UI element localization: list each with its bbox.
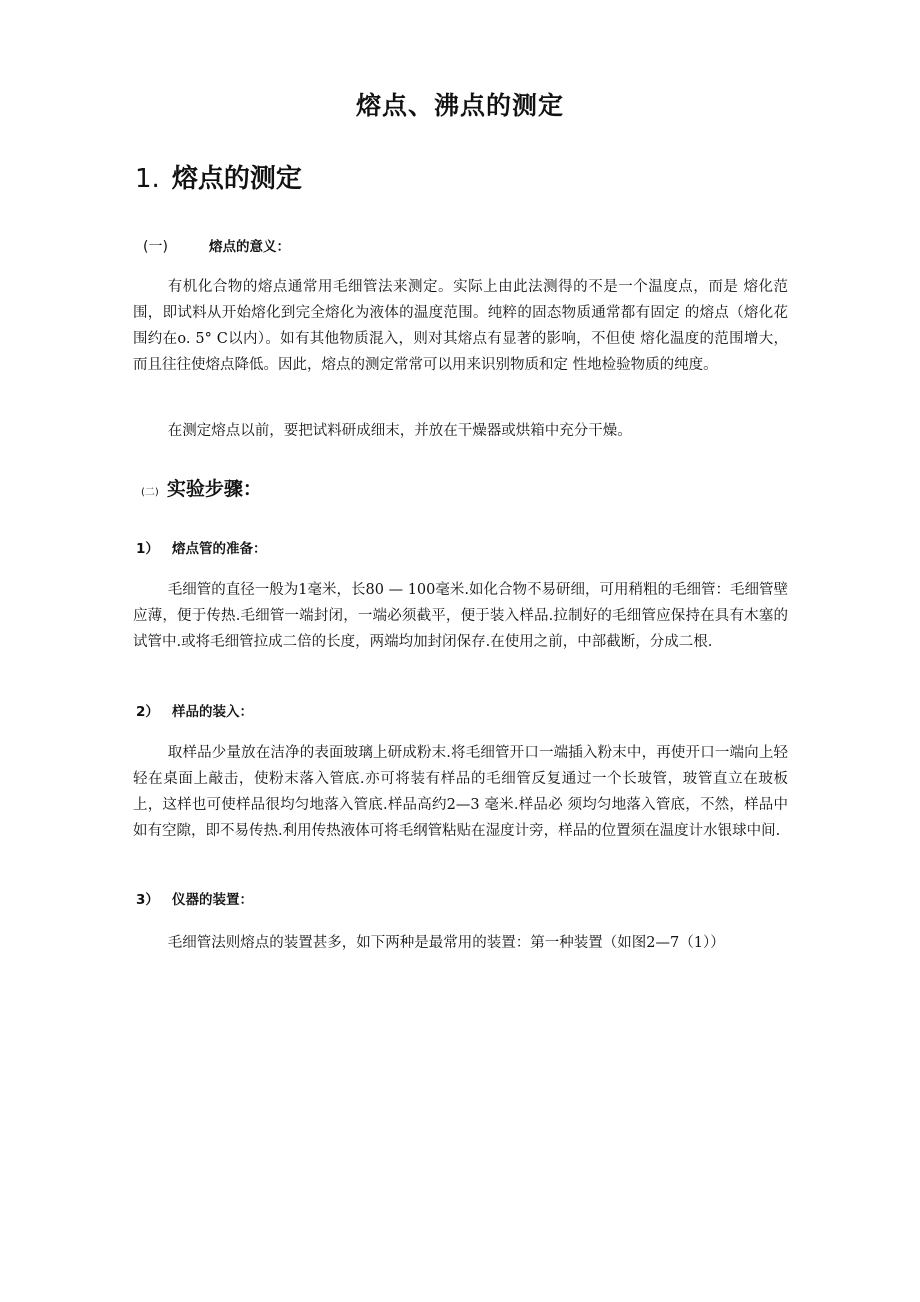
subsection-heading bbox=[141, 474, 262, 501]
step-label: 仪器的装置： bbox=[172, 892, 253, 908]
step-label: 样品的装入： bbox=[172, 704, 253, 720]
subsection-heading bbox=[143, 235, 290, 256]
step-number: 3） bbox=[136, 892, 159, 908]
subsection-marker: (一) bbox=[143, 239, 168, 255]
subsection-marker: (二) bbox=[141, 487, 159, 498]
step-number: 2） bbox=[136, 704, 159, 720]
section-heading bbox=[135, 158, 302, 195]
page-title: 熔点、沸点的测定 bbox=[355, 91, 564, 120]
subsection-label: 熔点的意义： bbox=[209, 239, 290, 255]
paragraph: 毛细管法则熔点的装置甚多，如下两种是最常用的装置：第一种装置（如图2—7（1）） bbox=[167, 935, 725, 951]
step-label: 熔点管的准备： bbox=[172, 541, 267, 557]
paragraph: 毛细管的直径一般为1毫米，长80 — 100毫米.如化合物不易研细，可用稍粗的毛细管：毛细管壁应薄，便于传热.毛细管一端封闭，一端必须截平，便于装入样品.拉制好的毛细管应保持在具有木塞的试管中.或将毛细管拉成二倍的长度，两端均加封闭保存.在使用之前，中部截断，分成二根. bbox=[133, 582, 788, 650]
step-number: 1） bbox=[136, 541, 159, 557]
step-heading bbox=[136, 537, 267, 557]
section-number: 1. bbox=[135, 164, 160, 194]
paragraph: 在测定熔点以前，要把试料研成细末，并放在干燥器或烘箱中充分干燥。 bbox=[167, 423, 632, 439]
section-heading-text: 熔点的测定 bbox=[171, 164, 302, 194]
step-heading bbox=[136, 888, 253, 908]
paragraph: 有机化合物的熔点通常用毛细管法来测定。实际上由此法测得的不是一个温度点，而是 熔化范围，即试料从开始熔化到完全熔化为液体的温度范围。纯粹的固态物质通常都有固定 的熔点（熔化花围约在o. 5° C以内）。如有其他物质混入，则对其熔点有显著的影响，不但使 熔化温度的范围增大，而且往往使熔点降低。因此，熔点的测定常常可以用来识别物质和定 性地检验物质的纯度。 bbox=[133, 279, 788, 373]
step-heading bbox=[136, 700, 253, 720]
paragraph: 取样品少量放在洁净的表面玻璃上研成粉末.将毛细管开口一端插入粉末中，再使开口一端向上轻轻在桌面上敲击，使粉末落入管底.亦可将装有样品的毛细管反复通过一个长玻管，玻管直立在玻板上，这样也可使样品很均匀地落入管底.样品高约2—3 毫米.样品必 须均匀地落入管底，不然，样品中如有空隙，即不易传热.利用传热液体可将毛纲管粘贴在湿度计旁，样品的位置须在温度计水银球中间. bbox=[133, 745, 788, 839]
subsection-label: 实验步骤： bbox=[166, 478, 262, 500]
